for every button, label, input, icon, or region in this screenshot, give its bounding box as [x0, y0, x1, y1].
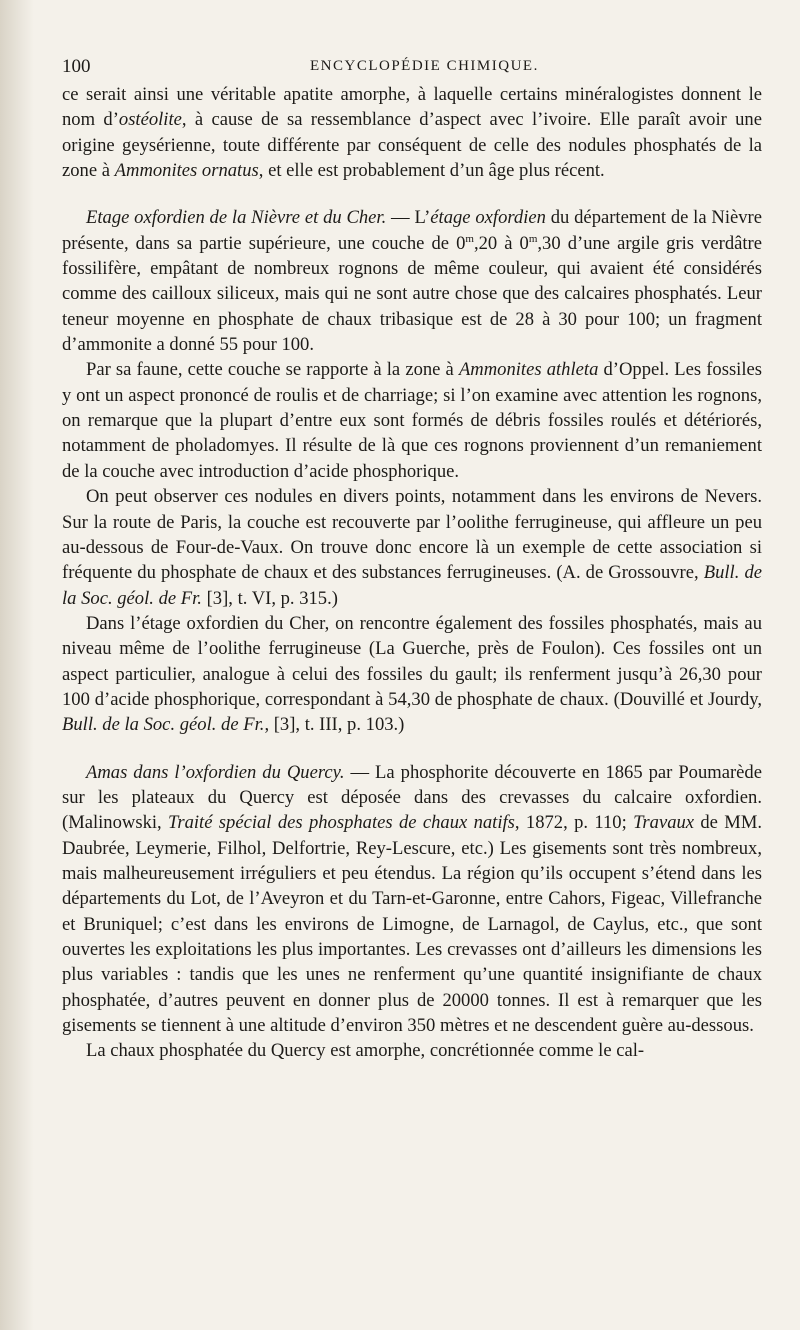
text-run: du département de la Nièvre présente, dans sa partie supérieure, une couche de 0	[62, 207, 762, 254]
italic-text: Travaux	[633, 812, 695, 834]
text-run: de MM. Daubrée, Leymerie, Filhol, Delfortrie, Rey-Lescure, etc.) Les gisements sont très nombreux, mais malheureusement irréguliers et peu étendus. La région qu’ils occupent s’étend dans les départements du Lot, de l’Aveyron et du Tarn-et-Garonne, entre Cahors, Figeac, Villefranche et Bruniquel; c’est dans les environs de Limogne, de Larnagol, de Caylus, etc., que sont ouvertes les exploitations les plus importantes. Les crevasses ont d’ailleurs les dimensions les plus variables : tandis que les unes ne renferment qu’une quantité insignifiante de chaux phosphatée, d’autres peuvent en donner plus de 20000 tonnes. Il est à remarquer que les gisements se tiennent à une altitude d’environ 350 mètres et ne descendent guère au-dessous.	[62, 812, 762, 1037]
paragraph-1	[62, 82, 762, 183]
text-run: — L’	[386, 207, 431, 229]
text-run: La chaux phosphatée du Quercy est amorphe, concrétionnée comme le cal-	[86, 1040, 645, 1062]
text-run: On peut observer ces nodules en divers points, notamment dans les environs de Nevers. Sur la route de Paris, la couche est recouverte par l’oolithe ferrugineuse, qui affleure un peu au-dessous de Four-de-Vaux. On trouve donc encore là un exemple de cette association si fréquente du phosphate de chaux et des substances ferrugineuses. (A. de Grossouvre,	[62, 486, 762, 584]
body-text	[62, 82, 762, 1064]
text-run: ,30 d’une argile gris verdâtre fossilifère, empâtant de nombreux rognons de même couleur, qui avaient été considérés comme des cailloux siliceux, mais qui ne sont autre chose que des calcaires phosphatés. Leur teneur moyenne en phosphate de chaux tribasique est de 28 à 30 pour 100; un fragment d’ammonite a donné 55 pour 100.	[62, 232, 762, 356]
superscript-unit: m	[465, 232, 474, 245]
text-run: — La phosphorite découverte en 1865 par Poumarède sur les plateaux du Quercy est déposée dans des crevasses du calcaire oxfordien. (Malinowski,	[62, 761, 762, 834]
text-run: ,20 à 0	[473, 232, 529, 254]
italic-text: Bull. de la Soc. géol. de Fr.	[62, 562, 762, 609]
text-run: , 1872, p. 110;	[514, 812, 634, 834]
italic-text: Etage oxfordien de la Nièvre et du Cher.	[86, 207, 387, 229]
text-run: Dans l’étage oxfordien du Cher, on rencontre également des fossiles phosphatés, mais au niveau même de l’oolithe ferrugineuse (La Guerche, près de Foulon). Ces fossiles ont un aspect particulier, analogue à celui des fossiles du gault; ils renferment jusqu’à 26,30 pour 100 d’acide phosphorique, correspondant à 54,30 de phosphate de chaux. (Douvillé et Jourdy,	[62, 612, 762, 710]
text-run: , [3], t. III, p. 103.)	[264, 714, 405, 736]
paragraph-5-cher	[62, 611, 762, 738]
paragraph-3-faune	[62, 357, 762, 484]
italic-text: Bull. de la Soc. géol. de Fr.	[62, 714, 265, 736]
superscript-unit: m	[528, 232, 538, 245]
italic-text: étage oxfordien	[430, 207, 546, 229]
text-run: , à cause de sa ressemblance d’aspect avec l’ivoire. Elle paraît avoir une origine geysérienne, toute différente par conséquent de celle des nodules phosphatés de la zone à	[62, 109, 762, 182]
italic-text: Amas dans l’oxfordien du Quercy.	[86, 761, 345, 783]
page-number: 100	[62, 56, 91, 77]
book-page	[62, 52, 762, 1064]
paragraph-2-nievre-cher	[62, 205, 762, 357]
paragraph-7-chaux	[62, 1038, 762, 1063]
text-run: , et elle est probablement d’un âge plus récent.	[258, 160, 605, 182]
text-run: [3], t. VI, p. 315.)	[201, 587, 338, 609]
text-run: d’Oppel. Les fossiles y ont un aspect prononcé de roulis et de charriage; si l’on examine avec attention les rognons, on remarque que la plupart d’entre eux sont formés de débris fossiles roulés et détériorés, notamment de pholadomyes. Il résulte de là que ces rognons proviennent d’un remaniement de la couche avec introduction d’acide phosphorique.	[62, 359, 763, 482]
italic-text: Ammonites athleta	[458, 359, 599, 381]
running-header	[62, 52, 762, 82]
running-title: ENCYCLOPÉDIE CHIMIQUE.	[310, 58, 539, 74]
italic-text: Traité spécial des phosphates de chaux natifs	[168, 812, 515, 834]
text-run: ce serait ainsi une véritable apatite amorphe, à laquelle certains minéralogistes donnent le nom d’	[62, 84, 762, 131]
paragraph-4-nevers	[62, 484, 762, 611]
page-spine-shadow	[0, 0, 34, 1330]
italic-text: Ammonites ornatus	[114, 160, 259, 182]
text-run: Par sa faune, cette couche se rapporte à la zone à	[86, 359, 459, 381]
italic-text: ostéolite	[118, 109, 182, 131]
paragraph-6-quercy	[62, 760, 762, 1039]
